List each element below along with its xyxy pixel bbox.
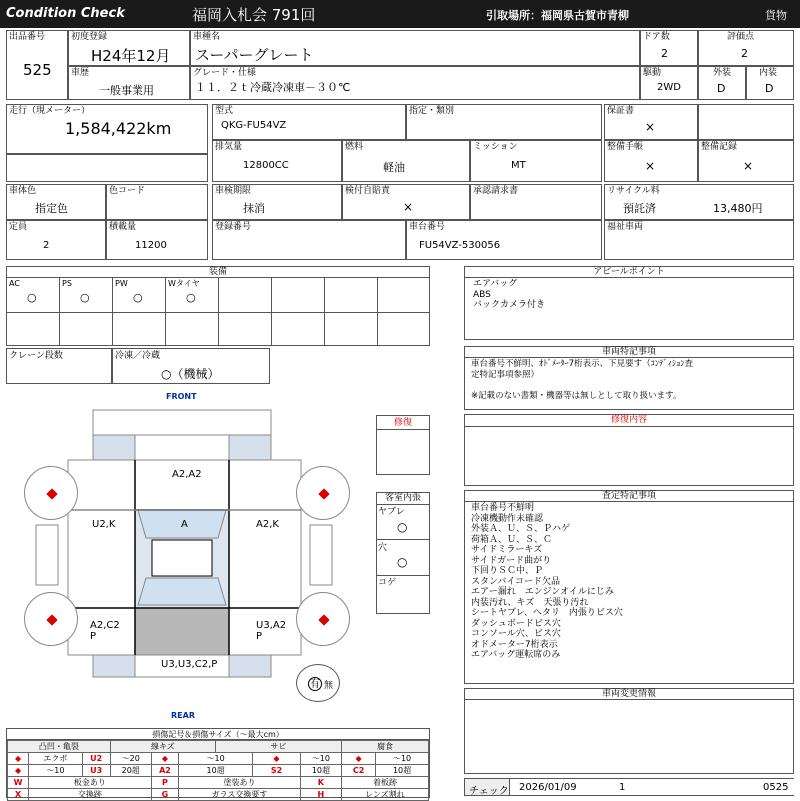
equip-ps-mark: ○ bbox=[80, 291, 90, 304]
appeal-lines: エアバッグ ABS バックカメラ付き bbox=[473, 279, 546, 310]
load-label: 積載量 bbox=[109, 222, 137, 232]
assessment-panel bbox=[464, 490, 794, 684]
score-box bbox=[698, 30, 794, 66]
liability-value: × bbox=[403, 200, 414, 214]
load-value: 11200 bbox=[135, 240, 167, 251]
legend-cell: ◆ bbox=[8, 765, 29, 777]
exterior-label: 外装 bbox=[713, 68, 732, 78]
legend-code: H bbox=[300, 789, 341, 801]
grade-box bbox=[190, 66, 640, 100]
history-box bbox=[68, 66, 190, 100]
equip-pw-mark: ○ bbox=[133, 291, 143, 304]
assessment-title: 査定特記事項 bbox=[465, 491, 793, 502]
drive-label: 駆動 bbox=[643, 68, 662, 78]
cabin-tear-mark: ○ bbox=[397, 520, 408, 534]
mission-value: MT bbox=[511, 160, 526, 171]
wheel-front-left bbox=[24, 466, 78, 520]
legend-code-text: 交換跡 bbox=[29, 789, 152, 801]
pickup-location: 引取場所：福岡県古賀市青柳 bbox=[486, 9, 629, 22]
legend-group-corrosion: 腐食 bbox=[341, 741, 428, 753]
color-label: 車体色 bbox=[9, 186, 37, 196]
lot-number-box bbox=[6, 30, 68, 100]
mileage-value: 1,584,422km bbox=[65, 119, 172, 138]
legend-cell: ◆ bbox=[151, 753, 178, 765]
damage-rear: U3,U3,C2,P bbox=[161, 659, 218, 670]
capacity-label: 定員 bbox=[9, 222, 28, 232]
damage-left: U2,K bbox=[92, 519, 116, 530]
liability-box bbox=[342, 184, 470, 220]
chassis-box bbox=[406, 220, 602, 260]
repair-title: 修復 bbox=[377, 416, 429, 430]
cabin-tear-label: ヤブレ bbox=[378, 507, 405, 517]
special-notes-panel bbox=[464, 346, 794, 410]
equip-wtire-mark: ○ bbox=[186, 291, 196, 304]
spare-tire-icon bbox=[296, 664, 340, 702]
legend-cell: ～10 bbox=[29, 765, 83, 777]
fuel-box bbox=[342, 140, 470, 182]
mileage-extra bbox=[6, 154, 208, 182]
legend-code-text: 塗装あり bbox=[179, 777, 301, 789]
reg-number-label: 登録番号 bbox=[215, 222, 252, 232]
crane-box bbox=[6, 348, 112, 384]
legend-cell: ～10 bbox=[376, 753, 429, 765]
legend-code-text: 板金あり bbox=[29, 777, 152, 789]
manual-value: × bbox=[645, 159, 656, 173]
record-label: 整備記録 bbox=[701, 142, 738, 152]
legend-cell: ◆ bbox=[8, 753, 29, 765]
check-date: 2026/01/09 bbox=[519, 782, 577, 793]
manual-box bbox=[604, 140, 698, 182]
interior-grade: D bbox=[765, 82, 774, 95]
drive-box bbox=[640, 66, 698, 100]
chassis-value: FU54VZ-530056 bbox=[419, 240, 501, 251]
fuel-label: 燃料 bbox=[345, 142, 364, 152]
legend-code-text: ガラス交換要す bbox=[179, 789, 301, 801]
wheel-rear-right bbox=[296, 592, 350, 646]
legend-code: W bbox=[8, 777, 29, 789]
warranty-label: 保証書 bbox=[607, 106, 635, 116]
rear-label: REAR bbox=[171, 711, 195, 720]
freezer-label: 冷凍／冷蔵 bbox=[115, 351, 161, 361]
capacity-value: 2 bbox=[43, 240, 50, 251]
claim-box bbox=[470, 184, 602, 220]
legend-code-text: レンズ割れ bbox=[341, 789, 428, 801]
app-logo: Condition Check bbox=[6, 6, 125, 21]
warranty-value: × bbox=[645, 120, 656, 134]
color-value: 指定色 bbox=[35, 202, 68, 215]
score-value: 2 bbox=[741, 47, 748, 60]
damage-right: A2,K bbox=[256, 519, 279, 530]
mission-box bbox=[470, 140, 602, 182]
change-info-panel bbox=[464, 688, 794, 774]
check-footer bbox=[464, 778, 794, 796]
damage-rear-right: U3,A2 P bbox=[256, 620, 287, 642]
legend-cell: エクボ bbox=[29, 753, 83, 765]
type-value: QKG-FU54VZ bbox=[221, 120, 287, 131]
history-value: 一般事業用 bbox=[99, 84, 154, 97]
legend-cell: 10超 bbox=[376, 765, 429, 777]
damage-rear-left: A2,C2 P bbox=[90, 620, 120, 642]
equip-wtire-label: Wタイヤ bbox=[168, 279, 200, 288]
inspection-label: 車検期限 bbox=[215, 186, 252, 196]
recycle-label: リサイクル料 bbox=[607, 186, 660, 196]
first-reg-box bbox=[68, 30, 190, 66]
welfare-box bbox=[604, 220, 794, 260]
cabin-hole-mark: ○ bbox=[397, 555, 408, 569]
crane-label: クレーン段数 bbox=[9, 351, 63, 361]
equipment-title: 装備 bbox=[7, 267, 429, 278]
spare-no: 無 bbox=[324, 681, 334, 691]
spare-yes: 有 bbox=[310, 679, 320, 690]
color-code-box bbox=[106, 184, 208, 220]
exterior-grade: D bbox=[717, 82, 726, 95]
legend-code: G bbox=[151, 789, 178, 801]
legend-code: K bbox=[300, 777, 341, 789]
legend-cell: ～10 bbox=[300, 753, 341, 765]
lot-number: 525 bbox=[23, 61, 52, 79]
first-reg-label: 初度登録 bbox=[71, 32, 108, 42]
repair-content-title: 修復内容 bbox=[465, 415, 793, 427]
equip-pw-label: PW bbox=[115, 279, 128, 288]
first-reg-value: H24年12月 bbox=[91, 47, 171, 65]
mission-label: ミッション bbox=[473, 142, 518, 152]
repair-content-panel bbox=[464, 414, 794, 486]
welfare-label: 福祉車両 bbox=[607, 222, 644, 232]
doors-value: 2 bbox=[661, 47, 668, 60]
header-bar bbox=[0, 0, 800, 28]
legend-code: X bbox=[8, 789, 29, 801]
repair-box bbox=[376, 415, 430, 475]
check-lot: 0525 bbox=[763, 782, 789, 793]
assessment-lines: 車台番号不鮮明 冷凍機動作未確認 外装Ａ、Ｕ、Ｓ、Ｐハゲ 荷箱Ａ、Ｕ、Ｓ、Ｃ サイドミラーキズ サイドガード曲がり 下回りＳＣ中、Ｐ スタンバイコード欠品 エアー漏れ エンジンオイルにじみ 内装汚れ、キズ 天張り汚れ シートヤブレ、ヘタリ 内張りビス穴 ダッシュボードビス穴 コンソール穴、ビス穴 オドメーター7桁表示 エアバッグ運転席のみ bbox=[471, 503, 623, 660]
equipment-panel bbox=[6, 266, 430, 346]
legend-group-rust: サビ bbox=[216, 741, 342, 753]
check-number: 1 bbox=[619, 782, 626, 793]
legend-cell: ◆ bbox=[253, 753, 301, 765]
interior-label: 内装 bbox=[759, 68, 778, 78]
legend-cell: 20超 bbox=[110, 765, 151, 777]
check-label: チェック bbox=[469, 786, 509, 797]
designation-label: 指定・類別 bbox=[409, 106, 455, 116]
grade-label: グレード・仕様 bbox=[193, 68, 257, 78]
legend-code-text: 着板跡 bbox=[341, 777, 428, 789]
auction-title: 福岡入札会 791回 bbox=[192, 6, 316, 24]
cabin-hole-label: 穴 bbox=[378, 543, 388, 553]
type-label: 型式 bbox=[215, 106, 234, 116]
legend-cell: S2 bbox=[253, 765, 301, 777]
drive-value: 2WD bbox=[657, 82, 681, 93]
claim-label: 承認請求書 bbox=[473, 186, 519, 196]
color-code-label: 色コード bbox=[109, 186, 146, 196]
cabin-box bbox=[376, 492, 430, 614]
displacement-box bbox=[212, 140, 342, 182]
legend-group-dent: 凸凹・亀裂 bbox=[8, 741, 111, 753]
legend-group-scratch: 線キズ bbox=[110, 741, 215, 753]
recycle-status: 預託済 bbox=[623, 202, 656, 215]
vehicle-category: 貨物 bbox=[765, 9, 787, 22]
doors-label: ドア数 bbox=[643, 32, 670, 42]
warranty-extra bbox=[698, 104, 794, 140]
recycle-box bbox=[604, 184, 794, 220]
wheel-rear-left bbox=[24, 592, 78, 646]
legend-cell: 10超 bbox=[179, 765, 253, 777]
appeal-panel bbox=[464, 266, 794, 340]
legend-cell: A2 bbox=[151, 765, 178, 777]
load-box bbox=[106, 220, 208, 260]
color-box bbox=[6, 184, 106, 220]
displacement-value: 12800CC bbox=[243, 160, 289, 171]
capacity-box bbox=[6, 220, 106, 260]
freezer-box bbox=[112, 348, 270, 384]
recycle-amount: 13,480円 bbox=[713, 202, 763, 215]
legend-cell: 10超 bbox=[300, 765, 341, 777]
score-label: 評価点 bbox=[727, 32, 755, 42]
special-title: 車両特記事項 bbox=[465, 347, 793, 358]
appeal-title: アピールポイント bbox=[465, 267, 793, 278]
change-title: 車両変更情報 bbox=[465, 689, 793, 700]
legend-cell: U3 bbox=[82, 765, 110, 777]
legend-cell: U2 bbox=[82, 753, 110, 765]
front-label: FRONT bbox=[166, 392, 197, 401]
model-name: スーパーグレート bbox=[195, 46, 314, 64]
displacement-label: 排気量 bbox=[215, 142, 243, 152]
chassis-label: 車台番号 bbox=[409, 222, 446, 232]
interior-box bbox=[746, 66, 794, 100]
cabin-title: 客室内張 bbox=[377, 493, 429, 505]
legend-code: P bbox=[151, 777, 178, 789]
doors-box bbox=[640, 30, 698, 66]
reg-number-box bbox=[212, 220, 406, 260]
legend-title: 損傷記号＆損傷サイズ（～最大cm） bbox=[7, 729, 429, 740]
model-name-box bbox=[190, 30, 640, 66]
fuel-value: 軽油 bbox=[383, 161, 405, 174]
damage-center: A bbox=[181, 519, 188, 530]
designation-box bbox=[406, 104, 602, 140]
warranty-box bbox=[604, 104, 698, 140]
liability-label: 検付自賠責 bbox=[345, 186, 391, 196]
maintenance-record-box bbox=[698, 140, 794, 182]
exterior-box bbox=[698, 66, 746, 100]
grade-value: １１．２ｔ冷蔵冷凍車－３０℃ bbox=[195, 81, 351, 94]
mileage-box bbox=[6, 104, 208, 154]
legend-cell: ◆ bbox=[341, 753, 375, 765]
inspection-box bbox=[212, 184, 342, 220]
equip-ac-mark: ○ bbox=[27, 291, 37, 304]
history-label: 車歴 bbox=[71, 68, 90, 78]
cabin-burn-label: コゲ bbox=[378, 578, 397, 588]
equip-ac-label: AC bbox=[9, 279, 20, 288]
damage-legend bbox=[6, 728, 430, 798]
inspection-value: 抹消 bbox=[243, 202, 265, 215]
wheel-front-right bbox=[296, 466, 350, 520]
legend-cell: C2 bbox=[341, 765, 375, 777]
equip-ps-label: PS bbox=[62, 279, 72, 288]
type-box bbox=[212, 104, 406, 140]
mileage-label: 走行（現メーター） bbox=[9, 106, 91, 116]
record-value: × bbox=[743, 159, 754, 173]
manual-label: 整備手帳 bbox=[607, 142, 644, 152]
legend-cell: ～10 bbox=[179, 753, 253, 765]
special-lines: 車台番号不鮮明、ｵﾄﾞﾒｰﾀｰ7桁表示、下見要す（ｺﾝﾃﾞｨｼｮﾝ査 定特記事項参照） ※記載のない書類・機器等は無しとして取り扱います。 bbox=[471, 359, 694, 401]
legend-cell: ～20 bbox=[110, 753, 151, 765]
legend-table bbox=[7, 740, 429, 801]
model-name-label: 車種名 bbox=[193, 32, 221, 42]
damage-hood: A2,A2 bbox=[172, 469, 202, 480]
freezer-value: ○（機械） bbox=[161, 367, 220, 381]
lot-number-label: 出品番号 bbox=[9, 32, 46, 42]
